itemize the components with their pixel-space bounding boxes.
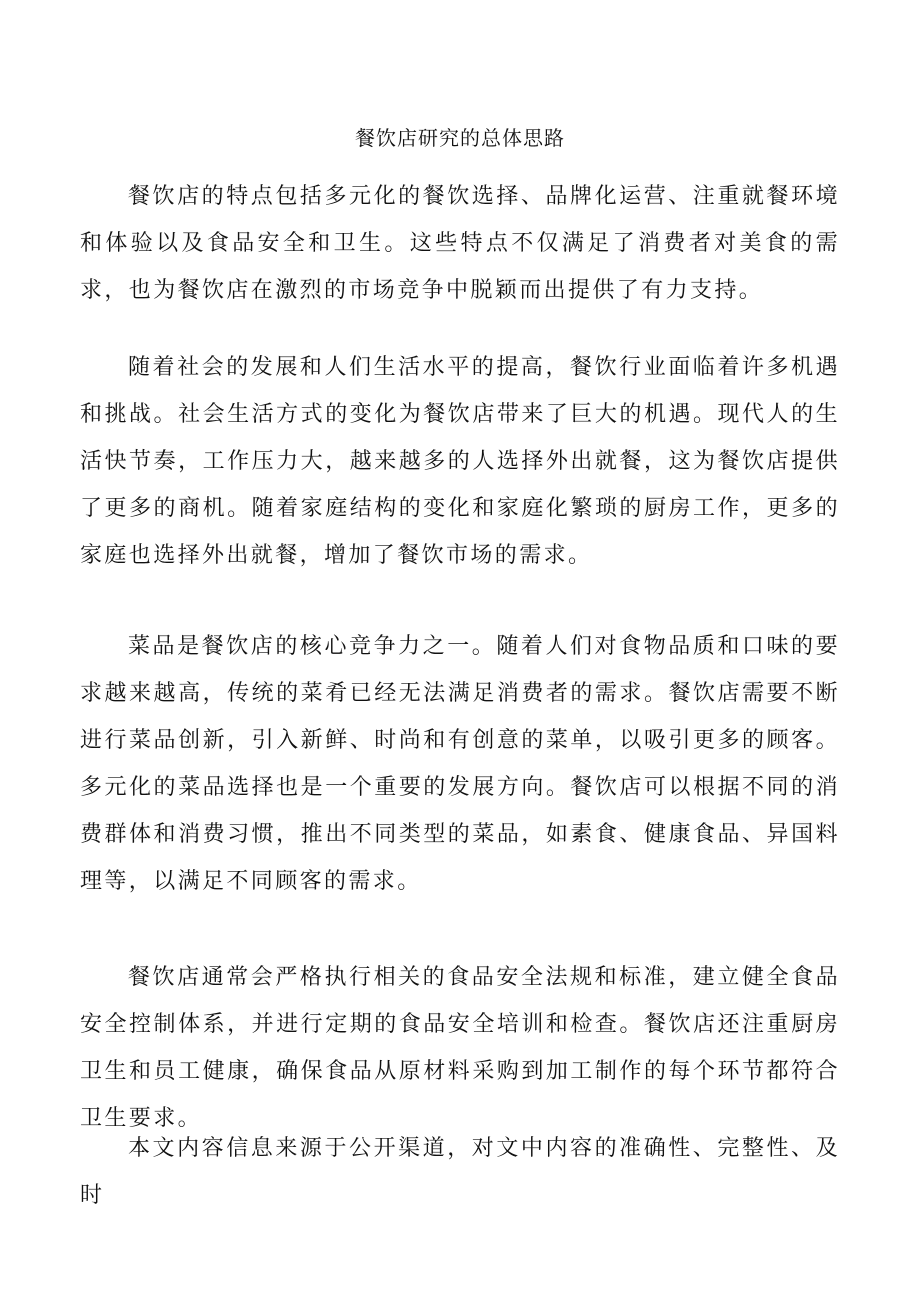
paragraph-characteristics: 餐饮店的特点包括多元化的餐饮选择、品牌化运营、注重就餐环境和体验以及食品安全和卫生。这些特点不仅满足了消费者对美食的需求，也为餐饮店在激烈的市场竞争中脱颖而出提供了有力支持。 [80,184,840,303]
paragraph-food-safety: 餐饮店通常会严格执行相关的食品安全法规和标准，建立健全食品安全控制体系，并进行定期的食品安全培训和检查。餐饮店还注重厨房卫生和员工健康，确保食品从原材料采购到加工制作的每个环节都符合卫生要求。 [80,965,840,1131]
paragraph-dishes: 菜品是餐饮店的核心竞争力之一。随着人们对食物品质和口味的要求越来越高，传统的菜肴已经无法满足消费者的需求。餐饮店需要不断进行菜品创新，引入新鲜、时尚和有创意的菜单，以吸引更多的顾客。多元化的菜品选择也是一个重要的发展方向。餐饮店可以根据不同的消费群体和消费习惯，推出不同类型的菜品，如素食、健康食品、异国料理等，以满足不同顾客的需求。 [80,634,840,894]
paragraph-opportunities: 随着社会的发展和人们生活水平的提高，餐饮行业面临着许多机遇和挑战。社会生活方式的变化为餐饮店带来了巨大的机遇。现代人的生活快节奏，工作压力大，越来越多的人选择外出就餐，这为餐饮店提供了更多的商机。随着家庭结构的变化和家庭化繁琐的厨房工作，更多的家庭也选择外出就餐，增加了餐饮市场的需求。 [80,355,840,568]
paragraph-disclaimer: 本文内容信息来源于公开渠道，对文中内容的准确性、完整性、及时 [80,1136,840,1208]
document-title: 餐饮店研究的总体思路 [355,126,565,150]
